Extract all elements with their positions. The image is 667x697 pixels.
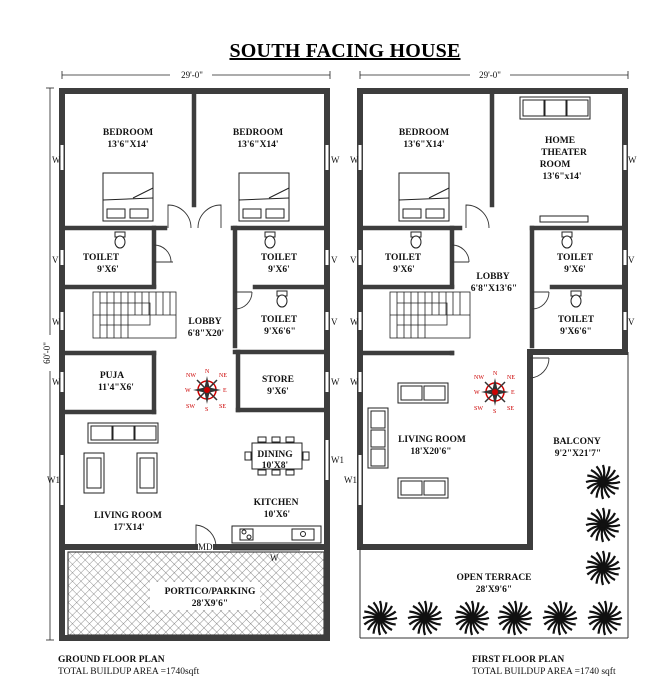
plant-icon — [586, 551, 620, 585]
room-label: LOBBY — [476, 272, 510, 282]
svg-text:NW: NW — [474, 375, 484, 381]
svg-text:E: E — [223, 388, 227, 394]
vent-tag: V — [628, 317, 635, 327]
ground-width-dimension: 29'-0" — [181, 70, 203, 80]
window-tag: W — [350, 377, 359, 387]
svg-text:E: E — [511, 390, 515, 396]
page-title: SOUTH FACING HOUSE — [229, 40, 461, 62]
svg-text:N: N — [493, 371, 498, 377]
room-label: OPEN TERRACE — [456, 573, 532, 583]
height-dimension: 60'-0" — [42, 342, 52, 364]
room-label: ROOM — [539, 160, 571, 170]
vent-tag: V — [350, 255, 357, 265]
room-label: LIVING ROOM — [94, 511, 162, 521]
window-tag: W — [270, 553, 279, 563]
svg-text:NW: NW — [186, 373, 196, 379]
room-label: TOILET — [557, 315, 595, 325]
svg-text:W: W — [474, 390, 480, 396]
svg-text:NE: NE — [507, 375, 515, 381]
room-size: 18'X20'6" — [410, 447, 452, 457]
window-tag: W — [52, 155, 61, 165]
staircase — [93, 292, 176, 338]
room-size: 17'X14' — [113, 523, 145, 533]
window-tag: W1 — [47, 475, 60, 485]
window-tag: W — [350, 155, 359, 165]
plant-icon — [408, 601, 442, 635]
room-label: BEDROOM — [102, 128, 154, 138]
room-label: TOILET — [260, 253, 298, 263]
svg-text:SW: SW — [186, 404, 195, 410]
plant-icon — [498, 601, 532, 635]
window-tag: W — [52, 317, 61, 327]
svg-text:S: S — [205, 407, 209, 413]
room-label: TOILET — [82, 253, 120, 263]
room-size: 9'X6' — [268, 265, 290, 275]
compass-icon — [474, 371, 515, 415]
first-width-dimension: 29'-0" — [479, 70, 501, 80]
window-tag: W1 — [344, 475, 357, 485]
room-size: 10'X6' — [263, 510, 291, 520]
compass-icon — [185, 369, 227, 413]
room-size: 9'X6'6" — [264, 327, 296, 337]
plant-icon — [586, 465, 620, 499]
room-label: HOME — [544, 136, 576, 146]
bed-icon — [399, 173, 449, 221]
room-label: STORE — [261, 375, 295, 385]
window-tag: W — [350, 317, 359, 327]
room-size: 9'X6' — [564, 265, 586, 275]
ground-floor-caption: GROUND FLOOR PLAN TOTAL BUILDUP AREA =1740sqft — [58, 655, 200, 677]
staircase — [390, 292, 470, 338]
sofa-set-icon — [84, 423, 158, 493]
vent-tag: V — [628, 255, 635, 265]
room-size: 9'2"X21'7" — [554, 449, 602, 459]
first-floor-plan — [344, 91, 637, 638]
vent-tag: V — [331, 317, 338, 327]
window-tag: W1 — [331, 455, 344, 465]
room-size: 6'8"X13'6" — [470, 284, 518, 294]
ground-floor-plan — [47, 91, 344, 638]
room-size: 10'X8' — [261, 461, 289, 471]
window-tag: W — [628, 155, 637, 165]
room-size: 9'X6'6" — [560, 327, 592, 337]
room-label: PUJA — [99, 371, 125, 381]
vent-tag: V — [331, 255, 338, 265]
room-size: 28'X9'6" — [475, 585, 513, 595]
room-label: BALCONY — [553, 437, 601, 447]
svg-text:W: W — [185, 388, 191, 394]
room-size: 11'4"X6' — [98, 383, 134, 393]
plant-icon — [588, 601, 622, 635]
room-label: TOILET — [384, 253, 422, 263]
room-label: TOILET — [260, 315, 298, 325]
plant-icon — [455, 601, 489, 635]
room-size: 13'6"x14' — [542, 172, 582, 182]
room-size: 13'6"X14' — [107, 140, 149, 150]
window-tag: W — [331, 155, 340, 165]
toilet-fixture-icons — [411, 232, 581, 307]
vent-tag: V — [52, 255, 59, 265]
room-label: THEATER — [541, 148, 587, 158]
svg-text:SW: SW — [474, 406, 483, 412]
room-size: 13'6"X14' — [237, 140, 279, 150]
window-tag: W — [331, 377, 340, 387]
room-label: LIVING ROOM — [398, 435, 466, 445]
room-label: KITCHEN — [253, 498, 299, 508]
plant-icon — [543, 601, 577, 635]
room-size: 13'6"X14' — [403, 140, 445, 150]
room-size: 9'X6' — [393, 265, 415, 275]
toilet-fixture-icons — [115, 232, 287, 307]
kitchen-counter-icon — [232, 526, 321, 543]
main-door-tag: MD — [198, 542, 213, 552]
plant-icon — [586, 508, 620, 542]
room-size: 6'8"X20' — [187, 329, 225, 339]
window-tag: W — [52, 377, 61, 387]
svg-text:N: N — [205, 369, 210, 375]
room-size: 9'X6' — [267, 387, 289, 397]
first-floor-caption: FIRST FLOOR PLAN TOTAL BUILDUP AREA =1740 sqft — [472, 655, 616, 677]
room-label: TOILET — [556, 253, 594, 263]
svg-text:S: S — [493, 409, 497, 415]
room-size: 9'X6' — [97, 265, 119, 275]
svg-text:SE: SE — [507, 406, 515, 412]
room-size: 28'X9'6" — [191, 599, 229, 609]
room-label: DINING — [257, 450, 293, 460]
svg-text:SE: SE — [219, 404, 227, 410]
room-label: LOBBY — [188, 317, 222, 327]
room-label: BEDROOM — [398, 128, 450, 138]
plant-icon — [363, 601, 397, 635]
room-label: BEDROOM — [232, 128, 284, 138]
svg-text:NE: NE — [219, 373, 227, 379]
room-label: PORTICO/PARKING — [164, 587, 256, 597]
